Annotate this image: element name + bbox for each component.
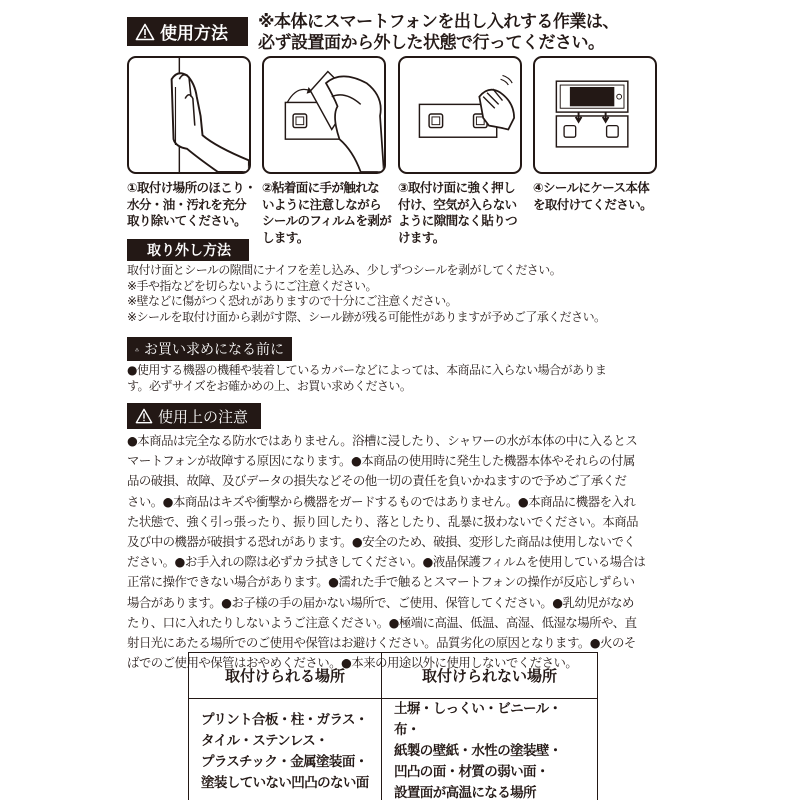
precautions-section-label <box>127 403 261 429</box>
before-purchase-section-label <box>127 337 292 361</box>
usage-label-text: 使用方法 <box>160 24 228 44</box>
cell-line: プリント合板・柱・ガラス・ <box>201 711 368 728</box>
precautions-line: ばでのご使用や保管はおやめください。●本来の用途以外に使用しないでください。 <box>127 655 578 671</box>
precautions-line: さい。●本商品はキズや衝撃から機器をガードするものではありません。●本商品に機器を入れ <box>127 493 636 509</box>
pressing-sticker-icon <box>400 58 520 172</box>
removal-line: ※手や指などを切らないようにご注意ください。 <box>127 278 377 293</box>
caption-line: いように注意しながら <box>262 196 382 212</box>
cell-line: 土塀・しっくい・ビニール・布・ <box>394 701 562 738</box>
caption-line: ように隙間なく貼りつ <box>398 213 518 228</box>
step-1-illustration <box>127 56 251 174</box>
removal-line: 取付け面とシールの隙間にナイフを差し込み、少しずつシールを剥がしてください。 <box>127 263 562 277</box>
before-purchase-text <box>127 363 606 394</box>
step-3-caption <box>398 180 530 246</box>
peeling-sticker-icon <box>264 58 384 172</box>
usage-note <box>258 12 619 54</box>
warning-triangle-icon <box>135 408 153 424</box>
cell-line: 塗装していない凹凸のない面 <box>201 774 369 791</box>
caption-line: を取付けてください。 <box>533 196 653 212</box>
caption-line: します。 <box>262 229 309 245</box>
header-mountable-places: 取付けられる場所 <box>189 653 382 699</box>
precautions-line: マートフォンが故障する原因になります。●本商品の使用時に発生した機器本体やそれらの付属 <box>127 453 635 469</box>
cell-line: 凹凸の面・材質の弱い面・ <box>394 764 549 780</box>
caption-line: 付け、空気が入らない <box>398 196 517 212</box>
caption-line: 取り除いてください。 <box>127 213 247 228</box>
precautions-line: 正常に操作できない場合があります。●濡れた手で触るとスマートフォンの操作が反応しずらい <box>127 574 635 590</box>
step-4-caption <box>533 180 665 213</box>
step-2-illustration <box>262 56 386 174</box>
step-4-illustration <box>533 56 657 174</box>
attaching-case-icon <box>535 58 655 172</box>
warning-triangle-icon <box>135 23 155 41</box>
places-table-wrapper <box>188 652 598 800</box>
caption-line: けます。 <box>398 229 445 245</box>
table-header-row <box>189 653 598 699</box>
removal-text <box>127 263 605 325</box>
warning-triangle-icon <box>135 342 139 357</box>
caption-line: ③取付け面に強く押し <box>398 180 516 195</box>
before-purchase-label-text: お買い求めになる前に <box>144 342 284 358</box>
before-purchase-line: す。必ずサイズをお確かめの上、お買い求めください。 <box>127 378 412 393</box>
non-mountable-places-cell <box>382 699 598 800</box>
usage-note-line: 必ず設置面から外した状態で行ってください。 <box>258 33 605 53</box>
step-3-illustration <box>398 56 522 174</box>
precautions-line: たり、口に入れたりしないようご注意ください。●極端に高温、低温、高湿、低湿な場所や、直 <box>127 614 637 630</box>
removal-line: ※シールを取付け面から剥がす際、シール跡が残る可能性がありますが予めご了承ください。 <box>127 309 606 324</box>
caption-line: ①取付け場所のほこり・ <box>127 180 256 195</box>
places-table <box>188 652 598 800</box>
cell-line: タイル・ステンレス・ <box>201 732 329 749</box>
mountable-places-cell <box>189 699 382 800</box>
precautions-line: た状態で、強く引っ張ったり、振り回したり、落としたり、乱暴に扱わないでください。本商品 <box>127 513 639 529</box>
removal-label-text: 取り外し方法 <box>147 243 231 259</box>
step-1-caption <box>127 180 259 230</box>
precautions-line: 及び中の機器が破損する恐れがあります。●安全のため、破損、変形した商品は使用しないでく <box>127 534 636 550</box>
cell-line: 設置面が高温になる場所 <box>394 785 536 800</box>
precautions-line: 射日光にあたる場所でのご使用や保管はお避けください。品質劣化の原因となります。●火のそ <box>127 635 636 651</box>
caption-line: シールのフィルムを剥が <box>262 213 392 228</box>
step-2-caption <box>262 180 394 246</box>
hand-wiping-wall-icon <box>129 58 249 172</box>
before-purchase-line: ●使用する機器の機種や装着しているカバーなどによっては、本商品に入らない場合がありま <box>127 363 607 377</box>
precautions-line: 品の破損、故障、及びデータの損失などその他一切の責任を負いかねますので予めご了承くだ <box>127 473 627 489</box>
removal-section-label <box>127 239 249 261</box>
usage-note-line: ※本体にスマートフォンを出し入れする作業は、 <box>258 12 619 32</box>
removal-line: ※壁などに傷がつく恐れがありますので十分にご注意ください。 <box>127 294 458 308</box>
precautions-text <box>127 431 645 673</box>
header-non-mountable-places: 取付けられない場所 <box>382 653 598 699</box>
caption-line: 水分・油・汚れを充分 <box>127 196 247 212</box>
cell-line: 紙製の壁紙・水性の塗装壁・ <box>394 743 562 759</box>
precautions-line: ●本商品は完全なる防水ではありません。浴槽に浸したり、シャワーの水が本体の中に入るとス <box>127 433 638 448</box>
caption-line: ②粘着面に手が触れな <box>262 180 380 195</box>
table-row <box>189 699 598 800</box>
caption-line: ④シールにケース本体 <box>533 180 650 195</box>
precautions-line: ださい。●お手入れの際は必ずカラ拭きしてください。●液晶保護フィルムを使用している場合は <box>127 554 646 570</box>
precautions-label-text: 使用上の注意 <box>158 407 249 426</box>
usage-section-label <box>127 17 248 46</box>
cell-line: プラスチック・金属塗装面・ <box>201 753 368 770</box>
precautions-line: 場合があります。●お子様の手の届かない場所で、ご使用、保管してください。●乳幼児がなめ <box>127 594 634 610</box>
